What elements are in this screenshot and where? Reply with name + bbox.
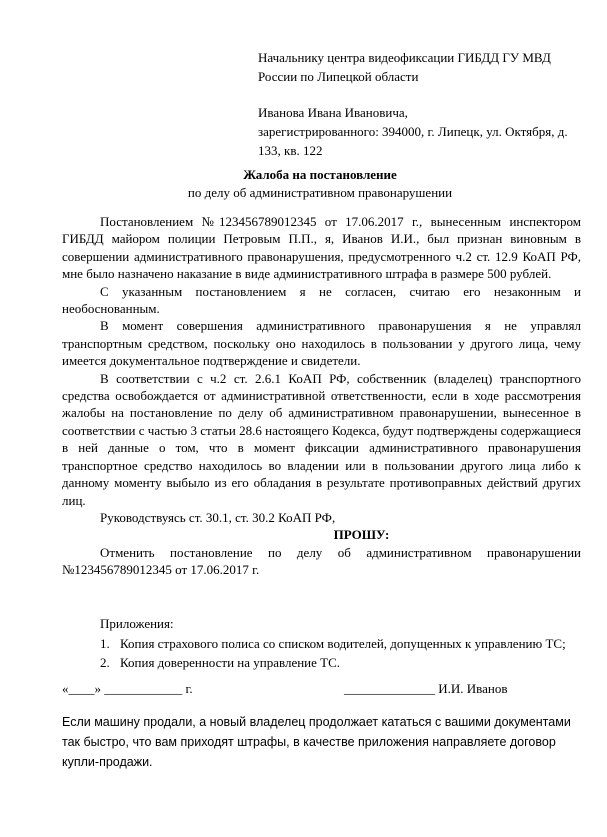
addressee-line-1: Начальнику центра видеофиксации ГИБДД ГУ МВД [258,50,551,65]
attachment-number: 2. [100,655,110,670]
footnote: Если машину продали, а новый владелец продолжает кататься с вашими документами так быстро, что вам приходят штрафы, в качестве приложения направляете договор купли-продажи. [62,715,571,769]
attachments-block [100,614,590,673]
sender-address-line-1: зарегистрированного: 394000, г. Липецк, ул. Октября, д. [258,124,568,139]
document-title: Жалоба на постановление [243,167,397,182]
signature-row [62,681,581,701]
signature-date: «____» ____________ г. [62,681,193,696]
attachment-item [100,634,590,654]
paragraph-guided-by: Руководствуясь ст. 30.1, ст. 30.2 КоАП РФ, [100,509,336,525]
paragraph-request: Отменить постановление по делу об административном правонарушении №123456789012345 от 17.06.2017 г. [62,544,581,578]
paragraph-decision: Постановлением №123456789012345 от 17.06.2017 г., вынесенным инспектором ГИБДД майором полиции Петровым П.П., я, Иванов И.И., был признан виновным в совершении административного правонарушения, предусмотренного ч.2 ст. 12.9 КоАП РФ, мне было назначено наказание в виде административного штрафа в размере 500 рублей. [62,214,581,282]
attachments-heading: Приложения: [100,616,174,631]
document-subtitle: по делу об административном правонарушении [187,185,453,200]
signature-signer: ______________ И.И. Иванов [344,681,508,696]
attachment-text: Копия доверенности на управление ТС. [120,655,341,670]
addressee-line-2: России по Липецкой области [258,69,419,84]
paragraph-disagreement: С указанным постановлением я не согласен, считаю его незаконным и необоснованным. [62,283,581,317]
addressee-block [258,48,588,160]
sender-address-line-2: 133, кв. 122 [258,143,323,158]
attachment-item [100,653,590,673]
request-heading: ПРОШУ: [333,527,390,543]
paragraph-legal-basis: В соответствии с ч.2 ст. 2.6.1 КоАП РФ, собственник (владелец) транспортного средства освобождается от административной ответственности, если в ходе рассмотрения жалобы на постановление по делу об административном правонарушении, вынесенное в соответствии с частью 3 статьи 28.6 настоящего Кодекса, будут подтверждены содержащиеся в ней данные о том, что в момент фиксации административного правонарушения транспортное средство находилось во владении или в пользовании другого лица либо к данному моменту выбыло из его обладания в результате противоправных действий других лиц. [62,370,581,508]
attachment-number: 1. [100,635,110,651]
complaint-body [62,213,581,579]
attachment-text: Копия страхового полиса со списком водителей, допущенных к управлению ТС; [120,635,566,651]
sender-name: Иванова Ивана Ивановича, [258,105,408,120]
paragraph-not-driving: В момент совершения административного правонарушения я не управлял транспортным средством, поскольку оно находилось в пользовании у другого лица, чему имеется документальное подтверждение и свидетели. [62,318,581,369]
